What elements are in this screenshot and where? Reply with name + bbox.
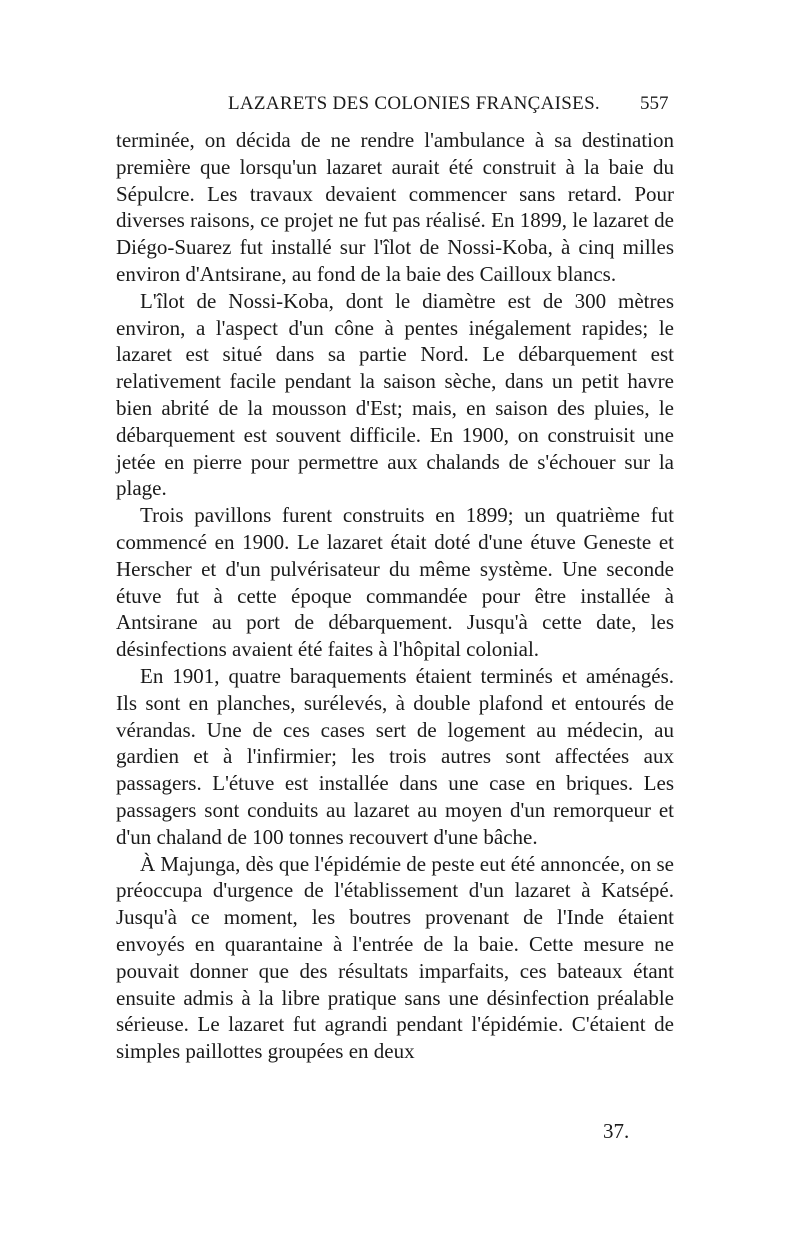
body-text [116, 127, 674, 1065]
page-number: 557 [640, 93, 669, 114]
paragraph: En 1901, quatre baraquements étaient terminés et aménagés. Ils sont en planches, surélevés, à double plafond et entourés de vérandas. Une de ces cases sert de logement au médecin, au gardien et à l'infirmier; les trois autres sont affectées aux passagers. L'étuve est installée dans une case en briques. Les passagers sont conduits au lazaret au moyen d'un remorqueur et d'un chaland de 100 tonnes recouvert d'une bâche. [116, 663, 674, 849]
running-title: LAZARETS DES COLONIES FRANÇAISES. [228, 93, 600, 114]
paragraph: terminée, on décida de ne rendre l'ambulance à sa destination première que lorsqu'un lazaret aurait été construit à la baie du Sépulcre. Les travaux devaient commencer sans retard. Pour diverses raisons, ce projet ne fut pas réalisé. En 1899, le lazaret de Diégo-Suarez fut installé sur l'îlot de Nossi-Koba, à cinq milles environ d'Antsirane, au fond de la baie des Cailloux blancs. [116, 128, 674, 286]
paragraph: À Majunga, dès que l'épidémie de peste eut été annoncée, on se préoccupa d'urgence de l'établissement d'un lazaret à Katsépé. Jusqu'à ce moment, les boutres provenant de l'Inde étaient envoyés en quarantaine à l'entrée de la baie. Cette mesure ne pouvait donner que des résultats imparfaits, ces bateaux étant ensuite admis à la libre pratique sans une désinfection préalable sérieuse. Le lazaret fut agrandi pendant l'épidémie. C'étaient de simples paillottes groupées en deux [116, 851, 674, 1064]
paragraph: L'îlot de Nossi-Koba, dont le diamètre est de 300 mètres environ, a l'aspect d'un cône à pentes inégalement rapides; le lazaret est situé dans sa partie Nord. Le débarquement est relativement facile pendant la saison sèche, dans un petit havre bien abrité de la mousson d'Est; mais, en saison des pluies, le débarquement est souvent difficile. En 1900, on construisit une jetée en pierre pour permettre aux chalands de s'échouer sur la plage. [116, 288, 674, 501]
paragraph: Trois pavillons furent construits en 1899; un quatrième fut commencé en 1900. Le lazaret était doté d'une étuve Geneste et Herscher et d'un pulvérisateur du même système. Une seconde étuve fut à cette époque commandée pour être installée à Antsirane au port de débarquement. Jusqu'à cette date, les désinfections avaient été faites à l'hôpital colonial. [116, 503, 674, 662]
signature-mark: 37. [603, 1119, 630, 1143]
